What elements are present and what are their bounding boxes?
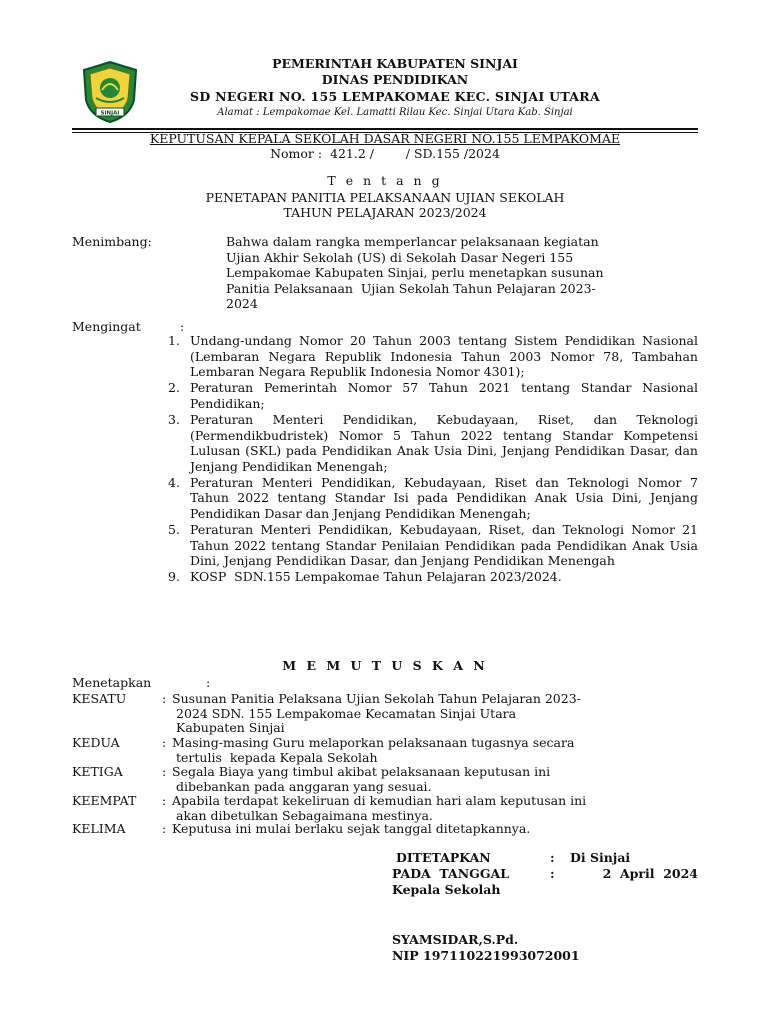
decision-line: Apabila terdapat kekeliruan di kemudian hari alam keputusan ini (172, 793, 587, 808)
mengingat-colon: : (180, 319, 185, 334)
decree-title: KEPUTUSAN KEPALA SEKOLAH DASAR NEGERI NO.155 LEMPAKOMAE (149, 131, 621, 146)
decision-line: Masing-masing Guru melaporkan pelaksanaan tugasnya secara (172, 735, 575, 750)
signature-block (392, 850, 698, 898)
decision-line: dibebankan pada anggaran yang sesuai. (176, 778, 432, 794)
decision-key: KETIGA (72, 764, 123, 779)
decision-colon: : (162, 691, 167, 706)
decision-kedua (72, 736, 702, 765)
decision-text (172, 794, 702, 823)
list-item-number: 2. (168, 380, 180, 396)
list-item-text: Peraturan Pemerintah Nomor 57 Tahun 2021 tentang Standar Nasional Pendidikan; (190, 380, 698, 411)
ditetapkan-colon: : (550, 850, 555, 865)
list-item-text: Peraturan Menteri Pendidikan, Kebudayaan, Riset, dan Teknologi Nomor 21 Tahun 2022 tentang Standar Penilaian Pendidikan pada Pendidikan Anak Usia Dini, Jenjang Pendidikan Dasar, dan Jenjang Pendidikan Menengah (190, 522, 698, 569)
list-item (168, 412, 698, 474)
header-address: Alamat : Lempakomae Kel. Lamatti Rilau Kec. Sinjai Utara Kab. Sinjai (217, 107, 573, 118)
decision-text (172, 692, 702, 736)
decision-line: tertulis kepada Kepala Sekolah (176, 749, 378, 765)
tanggal-value: 2 April 2024 (602, 866, 698, 881)
decree-subject-line1: PENETAPAN PANITIA PELAKSANAAN UJIAN SEKOLAH (205, 190, 565, 205)
signatory-nip: NIP 197110221993072001 (392, 948, 580, 963)
header-school: SD NEGERI NO. 155 LEMPAKOMAE KEC. SINJAI UTARA (190, 89, 600, 104)
decree-number: Nomor : 421.2 / / SD.155 /2024 (270, 146, 500, 161)
tanggal-colon: : (550, 866, 555, 881)
decision-kelima (72, 822, 702, 837)
decision-line: akan dibetulkan Sebagaimana mestinya. (176, 807, 433, 823)
decree-tentang: T e n t a n g (327, 173, 443, 188)
decision-colon: : (162, 735, 167, 750)
list-item (168, 522, 698, 569)
list-item-number: 1. (168, 333, 180, 348)
decision-ketiga (72, 765, 702, 794)
decision-colon: : (162, 821, 167, 836)
decision-colon: : (162, 764, 167, 779)
list-item-number: 9. (168, 569, 180, 585)
ditetapkan-label: DITETAPKAN (396, 850, 491, 865)
signature-identity (392, 932, 698, 964)
tanggal-label: PADA TANGGAL (392, 866, 510, 881)
signature-tanggal-row (392, 866, 698, 882)
menimbang-line: Ujian Akhir Sekolah (US) di Sekolah Dasar Negeri 155 (226, 249, 574, 265)
menetapkan-label: Menetapkan (72, 675, 152, 690)
list-item (168, 333, 698, 380)
header-agency: DINAS PENDIDIKAN (321, 72, 469, 87)
menimbang-line: Lempakomae Kabupaten Sinjai, perlu menetapkan susunan (226, 265, 604, 280)
list-item-number: 4. (168, 474, 180, 490)
list-item-text: Peraturan Menteri Pendidikan, Kebudayaan, Riset, dan Teknologi (Permendikbudristek) Nomor 5 Tahun 2022 tentang Standar Kompetensi Lulusan (SKL) pada Pendidikan Anak Usia Dini, Jenjang Pendidikan Dasar, dan Jenjang Pendidikan Menengah; (190, 411, 698, 474)
decision-line: 2024 SDN. 155 Lempakomae Kecamatan Sinjai Utara (176, 705, 517, 721)
decision-text (172, 736, 702, 765)
mengingat-label: Mengingat (72, 319, 141, 334)
decision-line: Susunan Panitia Pelaksana Ujian Sekolah Tahun Pelajaran 2023- (172, 691, 581, 706)
decision-text (172, 765, 702, 794)
menimbang-line: Bahwa dalam rangka memperlancar pelaksanaan kegiatan (226, 234, 599, 249)
menetapkan-colon: : (206, 675, 211, 690)
list-item (168, 380, 698, 411)
decision-line: Keputusa ini mulai berlaku sejak tanggal ditetapkannya. (172, 821, 531, 836)
ditetapkan-value: Di Sinjai (570, 850, 631, 865)
decision-text (172, 822, 702, 837)
decision-key: KEEMPAT (72, 793, 137, 808)
decision-keempat (72, 794, 702, 823)
header-divider-thick (72, 128, 698, 130)
letterhead (150, 56, 640, 120)
list-item-number: 5. (168, 522, 180, 538)
signature-ditetapkan-row (392, 850, 698, 866)
list-item-text: KOSP SDN.155 Lempakomae Tahun Pelajaran 2023/2024. (190, 569, 562, 585)
regency-emblem-icon (80, 60, 140, 124)
decision-line: Kabupaten Sinjai (176, 720, 285, 735)
header-government: PEMERINTAH KABUPATEN SINJAI (272, 56, 518, 71)
decision-colon: : (162, 793, 167, 808)
decision-key: KEDUA (72, 735, 120, 750)
decision-kesatu (72, 692, 702, 736)
signatory-name: SYAMSIDAR,S.Pd. (392, 932, 519, 947)
decision-key: KESATU (72, 691, 127, 706)
menimbang-text (226, 234, 696, 312)
decision-key: KELIMA (72, 821, 126, 836)
list-item-number: 3. (168, 411, 180, 427)
list-item (168, 475, 698, 522)
list-item-text: Undang-undang Nomor 20 Tahun 2003 tentang Sistem Pendidikan Nasional (Lembaran Negara Republik Indonesia Tahun 2003 Nomor 78, Tambahan Lembaran Negara Republik Indonesia Nomor 4301); (190, 333, 698, 380)
menimbang-line: 2024 (226, 296, 258, 311)
signature-position: Kepala Sekolah (392, 882, 501, 897)
memutuskan-heading: M E M U T U S K A N (282, 658, 488, 673)
list-item-text: Peraturan Menteri Pendidikan, Kebudayaan, Riset dan Teknologi Nomor 7 Tahun 2022 tentang Standar Isi pada Pendidikan Anak Usia Dini, Jenjang Pendidikan Dasar dan Jenjang Pendidikan Menengah; (190, 474, 698, 522)
logo-text: SINJAI (100, 110, 120, 117)
menimbang-line: Panitia Pelaksanaan Ujian Sekolah Tahun Pelajaran 2023- (226, 280, 596, 296)
list-item (168, 569, 698, 585)
mengingat-list (168, 333, 698, 586)
decision-line: Segala Biaya yang timbul akibat pelaksanaan keputusan ini (172, 764, 551, 779)
menimbang-label: Menimbang: (72, 234, 152, 249)
decree-subject-line2: TAHUN PELAJARAN 2023/2024 (283, 205, 487, 220)
